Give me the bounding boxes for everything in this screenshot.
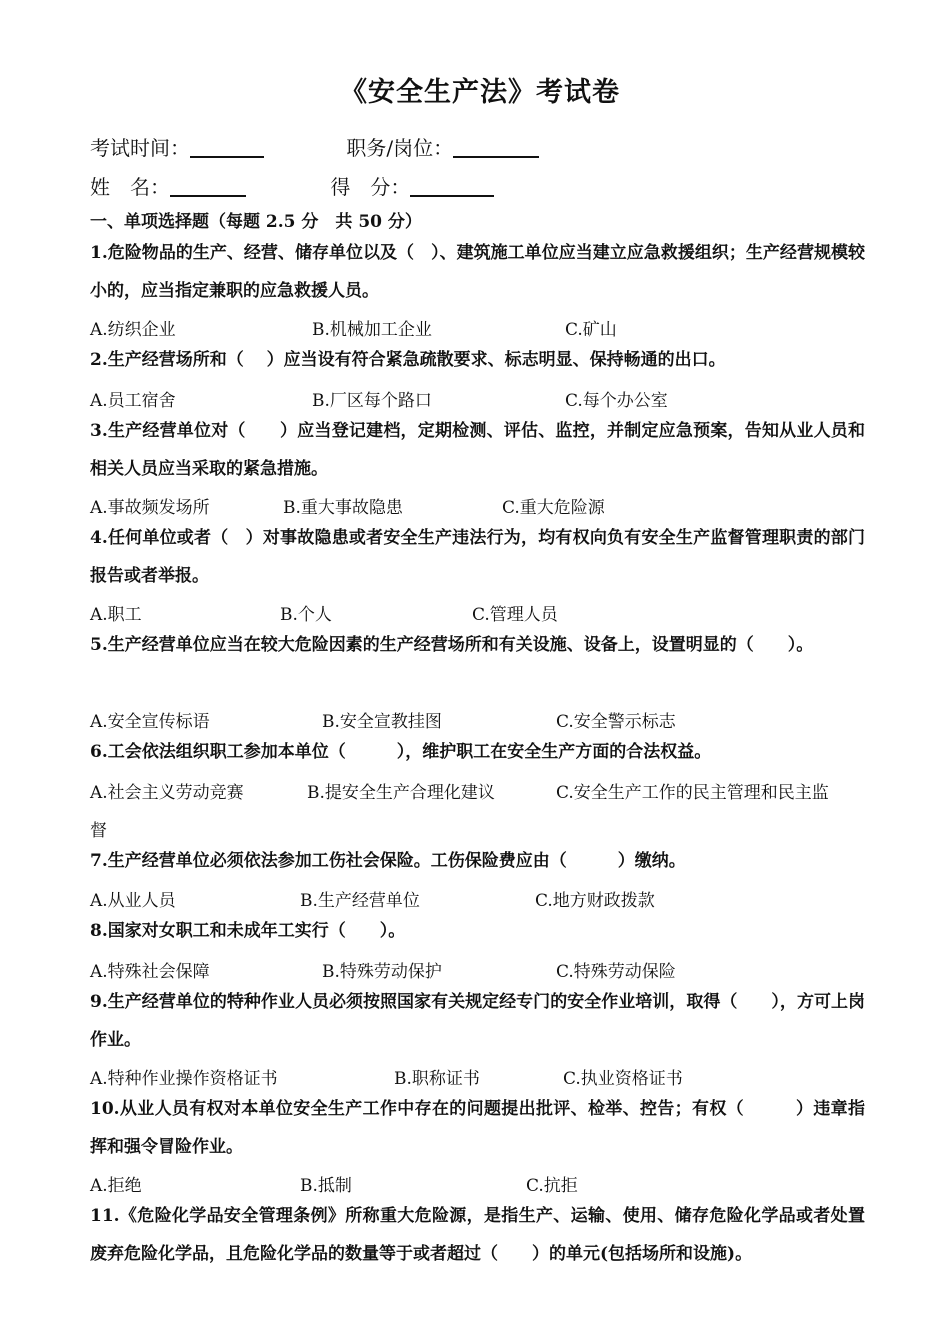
option-3-b[interactable]: B.重大事故隐患: [283, 498, 403, 518]
option-6-c-wrap: 督: [90, 821, 107, 841]
name-label: 姓 名：: [90, 175, 170, 199]
question-5: 5.生产经营单位应当在较大危险因素的生产经营场所和有关设施、设备上，设置明显的（ ）。: [90, 635, 814, 655]
option-3-c[interactable]: C.重大危险源: [502, 498, 605, 518]
option-6-a[interactable]: A.社会主义劳动竞赛: [90, 783, 244, 803]
question-7: 7.生产经营单位必须依法参加工伤社会保险。工伤保险费应由（ ）缴纳。: [90, 851, 686, 871]
info-row-name-score: [90, 171, 494, 200]
section-heading: 一、单项选择题（每题 2.5 分 共 50 分）: [90, 212, 422, 232]
option-2-a[interactable]: A.员工宿舍: [90, 391, 176, 411]
option-9-b[interactable]: B.职称证书: [394, 1069, 480, 1089]
option-1-a[interactable]: A.纺织企业: [90, 320, 176, 340]
option-5-b[interactable]: B.安全宣教挂图: [322, 712, 442, 732]
question-8: 8.国家对女职工和未成年工实行（ ）。: [90, 921, 406, 941]
option-6-b[interactable]: B.提安全生产合理化建议: [307, 783, 495, 803]
option-2-c[interactable]: C.每个办公室: [565, 391, 668, 411]
exam-title: 《安全生产法》考试卷: [340, 77, 620, 108]
exam-time-label: 考试时间：: [90, 136, 190, 160]
option-7-c[interactable]: C.地方财政拨款: [535, 891, 655, 911]
option-9-a[interactable]: A.特种作业操作资格证书: [90, 1069, 278, 1089]
name-blank[interactable]: [170, 175, 246, 197]
option-10-b[interactable]: B.抵制: [300, 1176, 352, 1196]
option-4-b[interactable]: B.个人: [280, 605, 332, 625]
option-9-c[interactable]: C.执业资格证书: [563, 1069, 683, 1089]
option-4-a[interactable]: A.职工: [90, 605, 142, 625]
option-6-c[interactable]: C.安全生产工作的民主管理和民主监: [556, 783, 829, 803]
question-2: 2.生产经营场所和（ ）应当设有符合紧急疏散要求、标志明显、保持畅通的出口。: [90, 350, 726, 370]
info-row-time-position: [90, 132, 539, 161]
question-10: 10.从业人员有权对本单位安全生产工作中存在的问题提出批评、检举、控告；有权（ ）违章指挥和强令冒险作业。: [90, 1099, 865, 1157]
option-10-a[interactable]: A.拒绝: [90, 1176, 142, 1196]
question-9: 9.生产经营单位的特种作业人员必须按照国家有关规定经专门的安全作业培训，取得（ ），方可上岗作业。: [90, 992, 865, 1050]
question-11: 11.《危险化学品安全管理条例》所称重大危险源，是指生产、运输、使用、储存危险化学品或者处置废弃危险化学品，且危险化学品的数量等于或者超过（ ）的单元(包括场所和设施)。: [90, 1206, 865, 1264]
option-8-c[interactable]: C.特殊劳动保险: [556, 962, 676, 982]
option-7-b[interactable]: B.生产经营单位: [300, 891, 420, 911]
option-1-c[interactable]: C.矿山: [565, 320, 617, 340]
score-blank[interactable]: [410, 175, 494, 197]
option-7-a[interactable]: A.从业人员: [90, 891, 176, 911]
option-10-c[interactable]: C.抗拒: [526, 1176, 578, 1196]
exam-time-blank[interactable]: [190, 136, 264, 158]
question-1: 1.危险物品的生产、经营、储存单位以及（ ）、建筑施工单位应当建立应急救援组织；生产经营规模较小的，应当指定兼职的应急救援人员。: [90, 243, 865, 301]
option-4-c[interactable]: C.管理人员: [472, 605, 558, 625]
position-blank[interactable]: [453, 136, 539, 158]
question-3: 3.生产经营单位对（ ）应当登记建档，定期检测、评估、监控，并制定应急预案，告知从业人员和相关人员应当采取的紧急措施。: [90, 421, 865, 479]
option-8-b[interactable]: B.特殊劳动保护: [322, 962, 442, 982]
question-4: 4.任何单位或者（ ）对事故隐患或者安全生产违法行为，均有权向负有安全生产监督管理职责的部门报告或者举报。: [90, 528, 865, 586]
option-3-a[interactable]: A.事故频发场所: [90, 498, 210, 518]
option-1-b[interactable]: B.机械加工企业: [312, 320, 432, 340]
option-5-c[interactable]: C.安全警示标志: [556, 712, 676, 732]
question-6: 6.工会依法组织职工参加本单位（ ），维护职工在安全生产方面的合法权益。: [90, 742, 712, 762]
position-label: 职务/岗位：: [346, 136, 454, 160]
option-5-a[interactable]: A.安全宣传标语: [90, 712, 210, 732]
score-label: 得 分：: [330, 175, 411, 199]
option-2-b[interactable]: B.厂区每个路口: [312, 391, 432, 411]
option-8-a[interactable]: A.特殊社会保障: [90, 962, 210, 982]
